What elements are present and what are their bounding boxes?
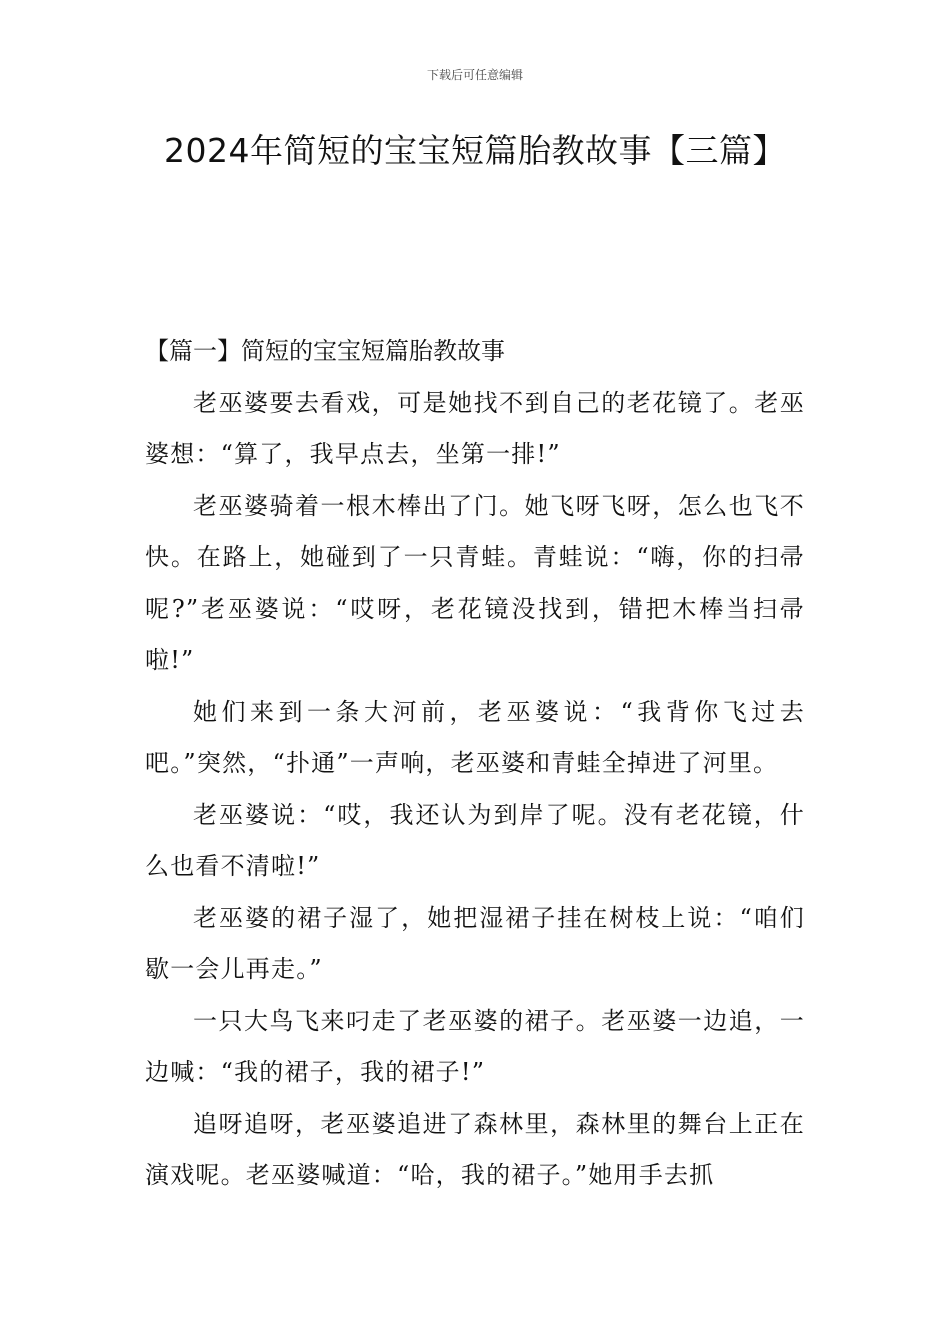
paragraph-1: 老巫婆要去看戏，可是她找不到自己的老花镜了。老巫婆想：“算了，我早点去，坐第一排!” <box>145 388 805 468</box>
paragraph-4: 老巫婆说：“哎，我还认为到岸了呢。没有老花镜，什么也看不清啦!” <box>145 800 805 880</box>
paragraph-5: 老巫婆的裙子湿了，她把湿裙子挂在树枝上说：“咱们歇一会儿再走。” <box>145 903 805 983</box>
section-heading: 【篇一】简短的宝宝短篇胎教故事 <box>145 337 505 365</box>
paragraph-2: 老巫婆骑着一根木棒出了门。她飞呀飞呀，怎么也飞不快。在路上，她碰到了一只青蛙。青蛙说：“嗨，你的扫帚呢?”老巫婆说：“哎呀，老花镜没找到，错把木棒当扫帚啦!” <box>145 491 805 674</box>
paragraph-7: 追呀追呀，老巫婆追进了森林里，森林里的舞台上正在演戏呢。老巫婆喊道：“哈，我的裙子。”她用手去抓 <box>145 1109 805 1189</box>
page-header-note: 下载后可任意编辑 <box>426 68 523 82</box>
paragraph-6: 一只大鸟飞来叼走了老巫婆的裙子。老巫婆一边追，一边喊：“我的裙子，我的裙子!” <box>145 1006 805 1086</box>
document-body <box>145 326 805 1202</box>
document-title: 2024年简短的宝宝短篇胎教故事【三篇】 <box>164 131 786 170</box>
paragraph-3: 她们来到一条大河前，老巫婆说：“我背你飞过去吧。”突然，“扑通”一声响，老巫婆和青蛙全掉进了河里。 <box>145 697 805 777</box>
